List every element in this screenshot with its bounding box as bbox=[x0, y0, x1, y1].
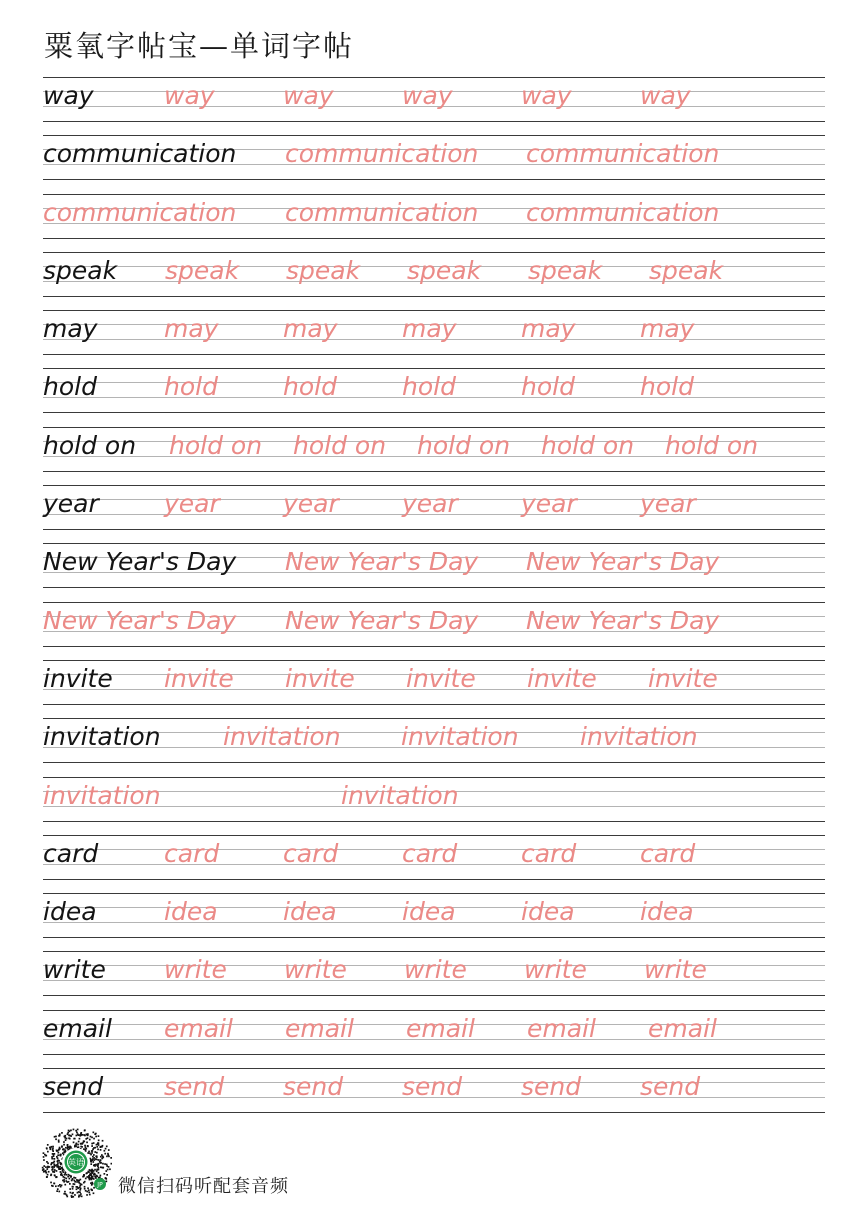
trace-word: write bbox=[644, 955, 707, 985]
trace-word: speak bbox=[286, 255, 361, 285]
model-word: card bbox=[43, 838, 99, 868]
practice-row bbox=[43, 660, 825, 718]
trace-word: email bbox=[648, 1013, 717, 1043]
trace-word: communication bbox=[526, 197, 720, 227]
trace-word: invite bbox=[648, 663, 718, 693]
practice-row bbox=[43, 718, 825, 776]
model-word: hold on bbox=[43, 430, 137, 460]
practice-row bbox=[43, 543, 825, 601]
trace-word: hold bbox=[283, 372, 337, 402]
trace-word: write bbox=[524, 955, 587, 985]
practice-row bbox=[43, 135, 825, 193]
ruled-line bbox=[43, 238, 825, 239]
trace-word: write bbox=[284, 955, 347, 985]
practice-row bbox=[43, 835, 825, 893]
practice-row bbox=[43, 77, 825, 135]
qr-code-icon bbox=[40, 1126, 112, 1198]
ruled-line bbox=[43, 762, 825, 763]
practice-row bbox=[43, 194, 825, 252]
trace-word: hold bbox=[402, 372, 456, 402]
badge-corner-label: JP bbox=[97, 1181, 103, 1189]
model-word: New Year's Day bbox=[43, 547, 237, 577]
handwriting-sheet bbox=[43, 77, 825, 1126]
practice-row bbox=[43, 777, 825, 835]
trace-word: invitation bbox=[223, 722, 341, 752]
ruled-line bbox=[43, 485, 825, 486]
trace-word: email bbox=[164, 1013, 233, 1043]
ruled-line bbox=[43, 777, 825, 778]
trace-word: hold on bbox=[541, 430, 635, 460]
trace-word: card bbox=[521, 838, 577, 868]
model-word: email bbox=[43, 1013, 112, 1043]
model-word: write bbox=[43, 955, 106, 985]
trace-word: idea bbox=[283, 897, 337, 927]
model-word: invite bbox=[43, 663, 113, 693]
trace-word: card bbox=[283, 838, 339, 868]
ruled-line bbox=[43, 660, 825, 661]
ruled-line bbox=[43, 704, 825, 705]
trace-word: send bbox=[402, 1072, 463, 1102]
footer-caption: 微信扫码听配套音频 bbox=[118, 1176, 289, 1197]
practice-row bbox=[43, 485, 825, 543]
trace-word: write bbox=[164, 955, 227, 985]
practice-row bbox=[43, 1068, 825, 1126]
trace-word: write bbox=[404, 955, 467, 985]
trace-word: way bbox=[402, 81, 453, 110]
trace-word: card bbox=[640, 838, 696, 868]
trace-word: invite bbox=[527, 663, 597, 693]
trace-word: speak bbox=[649, 255, 724, 285]
trace-word: invitation bbox=[401, 722, 519, 752]
qr-code[interactable] bbox=[40, 1126, 112, 1202]
model-word: speak bbox=[43, 255, 118, 285]
ruled-line bbox=[43, 893, 825, 894]
trace-word: hold on bbox=[169, 430, 263, 460]
ruled-line bbox=[43, 1010, 825, 1011]
trace-word: may bbox=[283, 314, 338, 344]
trace-word: email bbox=[527, 1013, 596, 1043]
ruled-line bbox=[43, 646, 825, 647]
trace-word: invitation bbox=[341, 780, 459, 810]
trace-word: year bbox=[402, 489, 458, 519]
ruled-line bbox=[43, 296, 825, 297]
trace-word: card bbox=[402, 838, 458, 868]
trace-word: way bbox=[164, 81, 215, 110]
ruled-line bbox=[43, 135, 825, 136]
trace-word: way bbox=[640, 81, 691, 110]
ruled-line bbox=[43, 252, 825, 253]
ruled-line bbox=[43, 937, 825, 938]
ruled-line bbox=[43, 951, 825, 952]
trace-word: speak bbox=[407, 255, 482, 285]
trace-word: send bbox=[283, 1072, 344, 1102]
model-word: may bbox=[43, 314, 98, 344]
ruled-line bbox=[43, 1112, 825, 1113]
trace-word: idea bbox=[402, 897, 456, 927]
trace-word: invite bbox=[406, 663, 476, 693]
practice-row bbox=[43, 951, 825, 1009]
ruled-line bbox=[43, 77, 825, 78]
trace-word: send bbox=[640, 1072, 701, 1102]
trace-word: invite bbox=[164, 663, 234, 693]
trace-word: communication bbox=[285, 197, 479, 227]
model-word: way bbox=[43, 81, 94, 110]
trace-word: New Year's Day bbox=[285, 547, 479, 577]
practice-row bbox=[43, 427, 825, 485]
trace-word: New Year's Day bbox=[43, 605, 237, 635]
trace-word: may bbox=[640, 314, 695, 344]
practice-row bbox=[43, 1010, 825, 1068]
page-title: 粟氧字帖宝—单词字帖 bbox=[44, 29, 355, 63]
ruled-line bbox=[43, 310, 825, 311]
ruled-line bbox=[43, 602, 825, 603]
ruled-line bbox=[43, 354, 825, 355]
trace-word: send bbox=[521, 1072, 582, 1102]
ruled-line bbox=[43, 821, 825, 822]
trace-word: send bbox=[164, 1072, 225, 1102]
badge-label: 英语 bbox=[68, 1158, 84, 1167]
trace-word: hold on bbox=[665, 430, 759, 460]
trace-word: idea bbox=[164, 897, 218, 927]
trace-word: may bbox=[164, 314, 219, 344]
ruled-line bbox=[43, 412, 825, 413]
trace-word: year bbox=[164, 489, 220, 519]
practice-row bbox=[43, 602, 825, 660]
trace-word: New Year's Day bbox=[526, 547, 720, 577]
trace-word: invite bbox=[285, 663, 355, 693]
trace-word: year bbox=[283, 489, 339, 519]
trace-word: hold on bbox=[417, 430, 511, 460]
trace-word: idea bbox=[640, 897, 694, 927]
trace-word: hold bbox=[521, 372, 575, 402]
ruled-line bbox=[43, 121, 825, 122]
ruled-line bbox=[43, 1068, 825, 1069]
trace-word: year bbox=[521, 489, 577, 519]
ruled-line bbox=[43, 718, 825, 719]
model-word: year bbox=[43, 489, 99, 519]
trace-word: idea bbox=[521, 897, 575, 927]
trace-word: New Year's Day bbox=[285, 605, 479, 635]
model-word: idea bbox=[43, 897, 97, 927]
ruled-line bbox=[43, 471, 825, 472]
ruled-line bbox=[43, 543, 825, 544]
ruled-line bbox=[43, 879, 825, 880]
trace-word: invitation bbox=[43, 780, 161, 810]
trace-word: email bbox=[406, 1013, 475, 1043]
model-word: invitation bbox=[43, 722, 161, 752]
trace-word: invitation bbox=[580, 722, 698, 752]
practice-row bbox=[43, 368, 825, 426]
trace-word: hold on bbox=[293, 430, 387, 460]
trace-word: communication bbox=[526, 139, 720, 169]
ruled-line bbox=[43, 368, 825, 369]
trace-word: way bbox=[283, 81, 334, 110]
trace-word: email bbox=[285, 1013, 354, 1043]
ruled-line bbox=[43, 529, 825, 530]
trace-word: communication bbox=[43, 197, 237, 227]
trace-word: speak bbox=[528, 255, 603, 285]
model-word: send bbox=[43, 1072, 104, 1102]
practice-row bbox=[43, 252, 825, 310]
trace-word: year bbox=[640, 489, 696, 519]
ruled-line bbox=[43, 995, 825, 996]
trace-word: way bbox=[521, 81, 572, 110]
trace-word: card bbox=[164, 838, 220, 868]
ruled-line bbox=[43, 194, 825, 195]
trace-word: speak bbox=[165, 255, 240, 285]
ruled-line bbox=[43, 179, 825, 180]
trace-word: communication bbox=[285, 139, 479, 169]
model-word: communication bbox=[43, 139, 237, 169]
ruled-line bbox=[43, 427, 825, 428]
trace-word: may bbox=[402, 314, 457, 344]
trace-word: hold bbox=[640, 372, 694, 402]
model-word: hold bbox=[43, 372, 97, 402]
practice-row bbox=[43, 893, 825, 951]
trace-word: may bbox=[521, 314, 576, 344]
trace-word: hold bbox=[164, 372, 218, 402]
ruled-line bbox=[43, 1054, 825, 1055]
ruled-line bbox=[43, 587, 825, 588]
practice-row bbox=[43, 310, 825, 368]
ruled-line bbox=[43, 835, 825, 836]
trace-word: New Year's Day bbox=[526, 605, 720, 635]
